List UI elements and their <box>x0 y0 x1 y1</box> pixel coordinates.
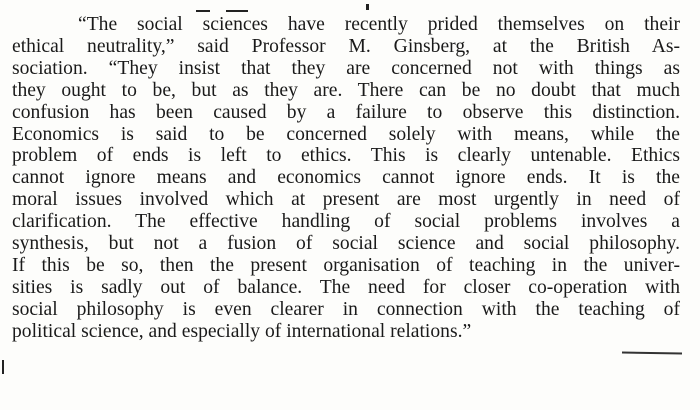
text-line: cannot ignore means and economics cannot ignore ends. It is the <box>12 167 680 189</box>
text-line: synthesis, but not a fusion of social science and social philosophy. <box>12 233 680 255</box>
text-line: ethical neutrality,” said Professor M. Ginsberg, at the British As- <box>12 35 680 57</box>
text-line: social philosophy is even clearer in connection with the teaching of <box>12 298 680 320</box>
text-line: sociation. “They insist that they are concerned not with things as <box>12 57 680 79</box>
text-line: “The social sciences have recently prided themselves on their <box>78 14 680 35</box>
text-line: confusion has been caused by a failure to observe this distinction. <box>12 101 680 123</box>
scan-artifact <box>226 10 248 12</box>
text-line: sities is sadly out of balance. The need for closer co-operation with <box>12 276 680 298</box>
text-line: they ought to be, but as they are. There can be no doubt that much <box>12 79 680 101</box>
text-line: If this be so, then the present organisation of teaching in the univer- <box>12 254 680 276</box>
text-line: clarification. The effective handling of social problems involves a <box>12 211 680 233</box>
article-clipping <box>12 14 680 376</box>
scan-artifact <box>366 4 369 10</box>
text-line: problem of ends is left to ethics. This is clearly untenable. Ethics <box>12 145 680 167</box>
text-line: political science, and especially of international relations.” <box>12 320 472 342</box>
quote-paragraph <box>12 14 680 343</box>
scan-artifact <box>196 10 210 12</box>
text-line: Economics is said to be concerned solely with means, while the <box>12 123 680 145</box>
text-line: moral issues involved which at present are most urgently in need of <box>12 189 680 211</box>
scan-artifact <box>2 360 4 374</box>
